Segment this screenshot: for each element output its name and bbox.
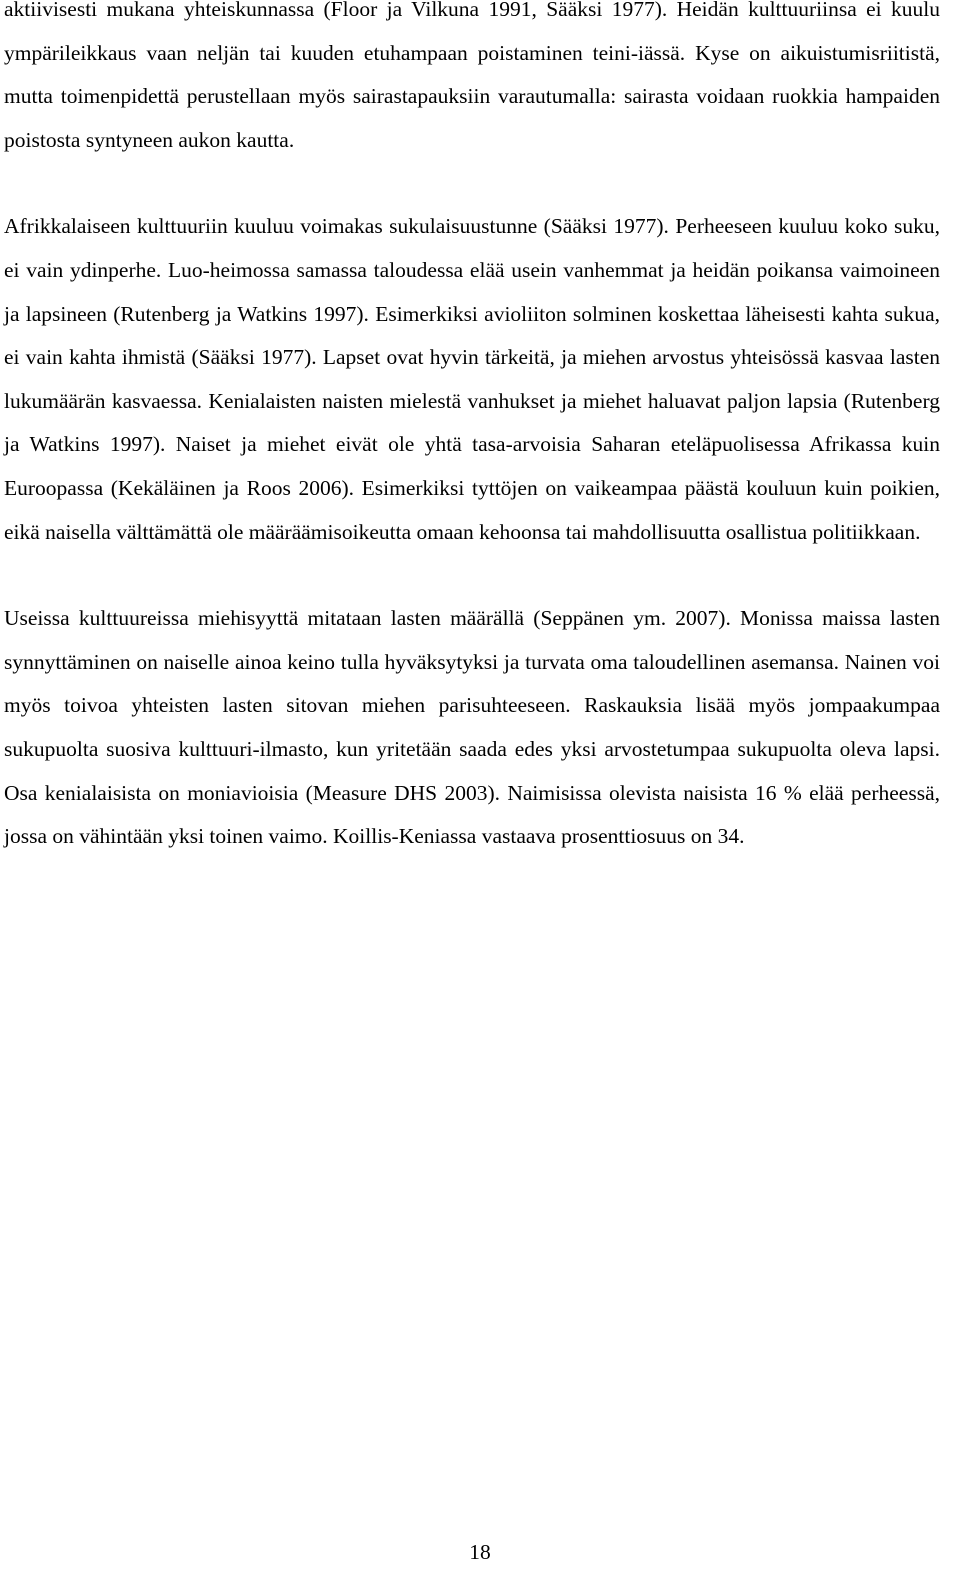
body-paragraph: aktiivisesti mukana yhteiskunnassa (Floor ja Vilkuna 1991, Sääksi 1977). Heidän kulttuuriinsa ei kuulu ympärileikkaus vaan neljän tai kuuden etuhampaan poistaminen teini-iässä. Kyse on aikuistumisriitistä, mutta toimenpidettä perustellaan myös sairastapauksiin varautumalla: sairasta voidaan ruokkia hampaiden poistosta syntyneen aukon kautta.: [4, 0, 940, 152]
body-paragraph: Useissa kulttuureissa miehisyyttä mitataan lasten määrällä (Seppänen ym. 2007). Monissa maissa lasten synnyttäminen on naiselle ainoa keino tulla hyväksytyksi ja turvata oma taloudellinen asemansa. Nainen voi myös toivoa yhteisten lasten sitovan miehen parisuhteeseen. Raskauksia lisää myös jompaakumpaa sukupuolta suosiva kulttuuri-ilmasto, kun yritetään saada edes yksi arvostetumpaa sukupuolta oleva lapsi. Osa kenialaisista on moniavioisia (Measure DHS 2003). Naimisissa olevista naisista 16 % elää perheessä, jossa on vähintään yksi toinen vaimo. Koillis-Keniassa vastaava prosenttiosuus on 34.: [4, 606, 940, 849]
page-number: 18: [469, 1540, 491, 1564]
document-page: [4, 0, 940, 859]
body-paragraph: Afrikkalaiseen kulttuuriin kuuluu voimakas sukulaisuustunne (Sääksi 1977). Perheeseen kuuluu koko suku, ei vain ydinperhe. Luo-heimossa samassa taloudessa elää usein vanhemmat ja heidän poikansa vaimoineen ja lapsineen (Rutenberg ja Watkins 1997). Esimerkiksi avioliiton solminen koskettaa läheisesti kahta sukua, ei vain kahta ihmistä (Sääksi 1977). Lapset ovat hyvin tärkeitä, ja miehen arvostus yhteisössä kasvaa lasten lukumäärän kasvaessa. Kenialaisten naisten mielestä vanhukset ja miehet haluavat paljon lapsia (Rutenberg ja Watkins 1997). Naiset ja miehet eivät ole yhtä tasa-arvoisia Saharan eteläpuolisessa Afrikassa kuin Euroopassa (Kekäläinen ja Roos 2006). Esimerkiksi tyttöjen on vaikeampaa päästä kouluun kuin poikien, eikä naisella välttämättä ole määräämisoikeutta omaan kehoonsa tai mahdollisuutta osallistua politiikkaan.: [4, 214, 940, 544]
